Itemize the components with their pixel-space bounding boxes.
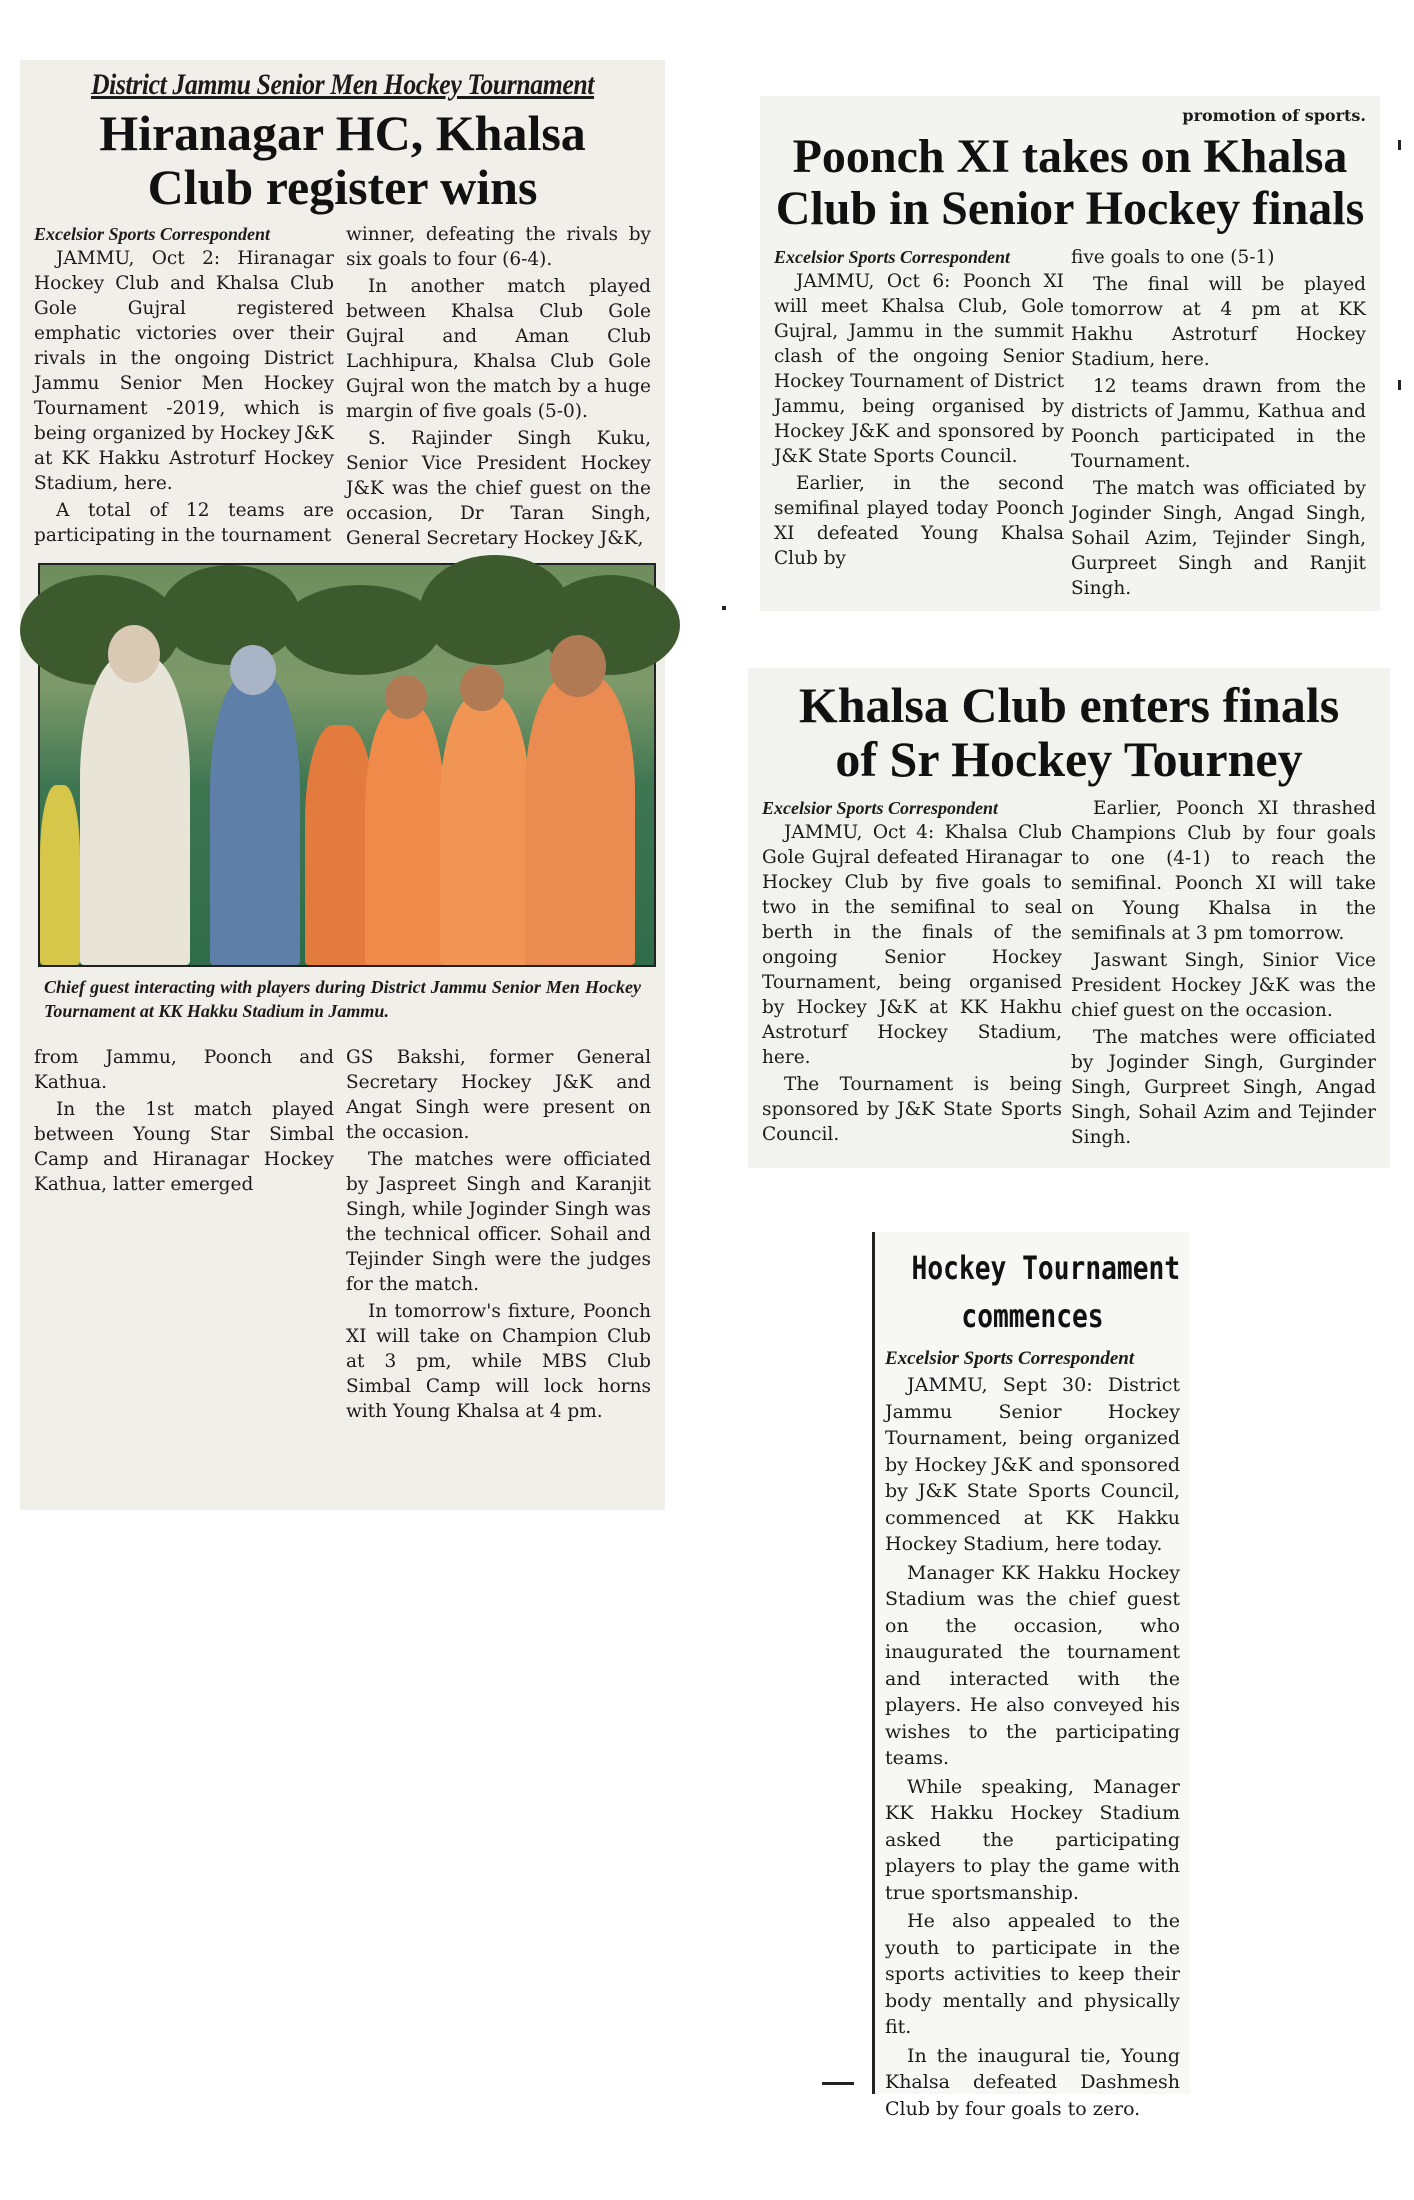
paragraph: While speaking, Manager KK Hakku Hockey Stadium asked the participating players to play the game with true sportsmanship. [885, 1775, 1180, 1904]
paragraph: The Tournament is being sponsored by J&K State Sports Council. [762, 1074, 1062, 1145]
paragraph: Earlier, Poonch XI thrashed Champions Club by four goals to one (4-1) to reach the semifinal. Poonch XI will take on Young Khalsa in the semifinals at 3 pm tomorrow. [1071, 798, 1376, 944]
scan-speck [722, 606, 726, 610]
clipping-khalsa-enters-finals [748, 668, 1390, 1168]
headline [34, 106, 651, 214]
article-column-right [1071, 796, 1376, 1152]
paragraph: The final will be played tomorrow at 4 pm at KK Hakhu Astroturf Hockey Stadium, here. [1071, 273, 1366, 370]
paragraph: The matches were officiated by Joginder Singh, Gurginder Singh, Gurpreet Singh, Angad Singh, Sohail Azim and Tejinder Singh. [1071, 1027, 1376, 1148]
clipping-hiranagar-khalsa-wins [20, 60, 665, 1510]
headline [911, 1244, 1181, 1340]
paragraph: JAMMU, Sept 30: District Jammu Senior Hockey Tournament, being organized by Hockey J&K and sponsored by J&K State Sports Council, commenced at KK Hakku Hockey Stadium, here today. [885, 1374, 1180, 1555]
scan-speck [1398, 140, 1401, 150]
photo-caption: Chief guest interacting with players during District Jammu Senior Men Hockey Tournament at KK Hakku Stadium in Jammu. [44, 977, 641, 1021]
headline [762, 678, 1376, 786]
headline [774, 131, 1366, 235]
headline-line-1: Hiranagar HC, Khalsa [99, 105, 586, 161]
scan-speck [1398, 380, 1401, 390]
paragraph: The matches were officiated by Jaspreet Singh and Karanjit Singh, while Joginder Singh was the technical officer. Sohail and Tejinder Singh were the judges for the match. [346, 1149, 651, 1295]
news-photo-players-handshake [38, 563, 656, 967]
byline: Excelsior Sports Correspondent [885, 1348, 1135, 1369]
byline: Excelsior Sports Correspondent [34, 224, 271, 244]
article-column-left [762, 796, 1062, 1152]
headline-line-2: Club register wins [147, 159, 538, 215]
paragraph: Manager KK Hakku Hockey Stadium was the chief guest on the occasion, who inaugurated the tournament and interacted with the players. He also conveyed his wishes to the participating teams. [885, 1561, 1180, 1769]
paragraph: In the inaugural tie, Young Khalsa defeated Dashmesh Club by four goals to zero. [885, 2044, 1180, 2120]
headline-line-2: of Sr Hockey Tourney [835, 731, 1303, 787]
tournament-kicker: District Jammu Senior Men Hockey Tournament [90, 68, 595, 101]
paragraph: JAMMU, Oct 2: Hiranagar Hockey Club and Khalsa Club Gole Gujral registered emphatic victories over their rivals in the ongoing District Jammu Senior Men Hockey Tournament -2019, which is being organized by Hockey J&K at KK Hakku Astroturf Hockey Stadium, here. [34, 248, 334, 494]
top-fragment: promotion of sports. [1182, 106, 1366, 125]
paragraph: 12 teams drawn from the districts of Jammu, Kathua and Poonch participated in the Tournament. [1071, 375, 1366, 472]
headline-line-1: Khalsa Club enters finals [798, 677, 1340, 733]
paragraph: five goals to one (5-1) [1071, 246, 1275, 268]
paragraph: A total of 12 teams are participating in the tournament [34, 500, 334, 546]
byline: Excelsior Sports Correspondent [774, 246, 1011, 267]
paragraph: In tomorrow's fixture, Poonch XI will take on Champion Club at 3 pm, while MBS Club Simbal Camp will lock horns with Young Khalsa at 4 pm. [346, 1301, 651, 1422]
byline: Excelsior Sports Correspondent [762, 798, 999, 818]
headline-line-2: Club in Senior Hockey finals [775, 181, 1365, 235]
paragraph: He also appealed to the youth to participate in the sports activities to keep their body mentally and physically fit. [885, 1910, 1180, 2038]
paragraph: JAMMU, Oct 6: Poonch XI will meet Khalsa Club, Gole Gujral, Jammu in the summit clash of the ongoing Senior Hockey Tournament of District Jammu, being organised by Hockey J&K and sponsored by J&K State Sports Council. [774, 270, 1064, 467]
paragraph: from Jammu, Poonch and Kathua. [34, 1047, 334, 1093]
paragraph: winner, defeating the rivals by six goals to four (6-4). [346, 224, 651, 270]
article-column-left [34, 222, 334, 553]
paragraph: The match was officiated by Joginder Singh, Angad Singh, Sohail Azim, Tejinder Singh, Gurpreet Singh and Ranjit Singh. [1071, 477, 1366, 599]
paragraph: In another match played between Khalsa Club Gole Gujral and Aman Club Lachhipura, Khalsa Club Gole Gujral won the match by a huge margin of five goals (5-0). [346, 276, 651, 422]
paragraph: GS Bakshi, former General Secretary Hockey J&K and Angat Singh were present on the occasion. [346, 1047, 651, 1143]
clipping-tournament-commences [872, 1232, 1190, 2120]
article-column-right [1071, 245, 1366, 603]
article-column-lower-left [34, 1045, 334, 1426]
article-column-right [346, 222, 651, 553]
clipping-poonch-khalsa-finals [760, 96, 1380, 611]
divider [822, 2082, 854, 2085]
headline-line-2: commences [961, 1297, 1104, 1335]
headline-line-1: Poonch XI takes on Khalsa [792, 130, 1348, 183]
paragraph: Earlier, in the second semifinal played today Poonch XI defeated Young Khalsa Club by [774, 472, 1064, 569]
paragraph: S. Rajinder Singh Kuku, Senior Vice President Hockey J&K was the chief guest on the occasion, Dr Taran Singh, General Secretary Hockey J&K, [346, 428, 651, 549]
headline-line-1: Hockey Tournament [911, 1249, 1181, 1287]
paragraph: Jaswant Singh, Sinior Vice President Hockey J&K was the chief guest on the occasion. [1071, 950, 1376, 1021]
article-column-left [774, 245, 1064, 603]
article-column [885, 1346, 1180, 2122]
paragraph: JAMMU, Oct 4: Khalsa Club Gole Gujral defeated Hiranagar Hockey Club by five goals to two in the semifinal to seal berth in the finals of the ongoing Senior Hockey Tournament, being organised by Hockey J&K at KK Hakhu Astroturf Hockey Stadium, here. [762, 822, 1062, 1068]
paragraph: In the 1st match played between Young Star Simbal Camp and Hiranagar Hockey Kathua, latter emerged [34, 1099, 334, 1195]
article-column-lower-right [346, 1045, 651, 1426]
